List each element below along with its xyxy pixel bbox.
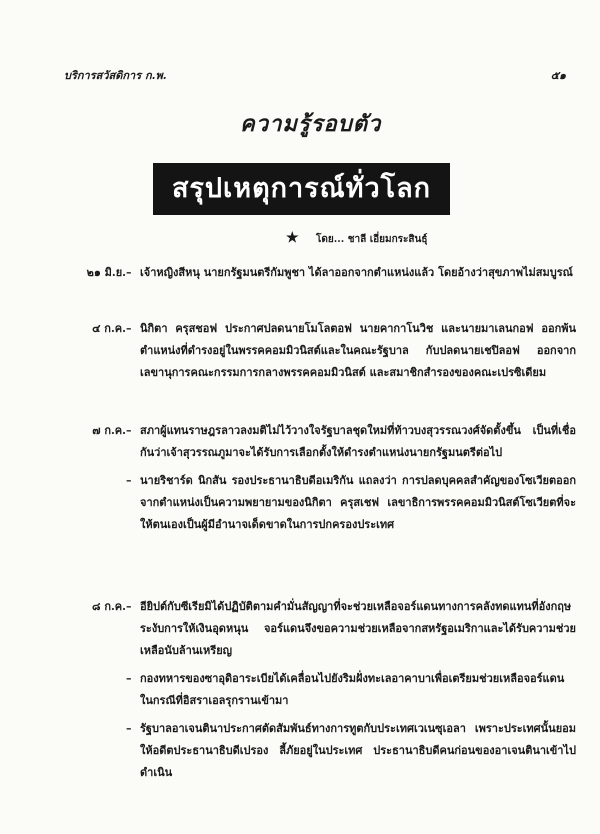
event-paragraph: [126, 420, 576, 464]
section-title: ความรู้รอบตัว: [240, 111, 382, 137]
event-paragraph: [126, 718, 576, 784]
bullet-dash: –: [126, 600, 132, 613]
event-paragraph: [126, 596, 576, 662]
bullet-dash: –: [126, 266, 132, 279]
event-text: นายริชาร์ด นิกสัน รองประธานาธิบดีอเมริกัน แถลงว่า การปลดบุคคลสำคัญของโซเวียตออกจากตำแหน่งเป็นความพยายามของนิกิตา ครุสเชฟ เลขาธิการพรรคคอมมิวนิสต์โซเวียตที่จะให้ตนเองเป็นผู้มีอำนาจเด็ดขาดในการปกครองประเทศ: [140, 474, 576, 531]
event-paragraph: [126, 470, 576, 536]
byline: [286, 230, 427, 247]
author-name: โดย... ชาลี เอี่ยมกระสินธุ์: [316, 234, 428, 245]
event-text: เจ้าหญิงสีหนุ นายกรัฐมนตรีกัมพูชา ได้ลาออกจากตำแหน่งแล้ว โดยอ้างว่าสุขภาพไม่สมบูรณ์: [140, 266, 573, 279]
event-text: สภาผู้แทนราษฎรลาวลงมติไม่ไว้วางใจรัฐบาลชุดใหม่ที่ท้าวบงสุวรรณวงศ์จัดตั้งขึ้น เป็นที่เชื่อกันว่าเจ้าสุวรรณภูมาจะได้รับการเลือกตั้งให้ดำรงตำแหน่งนายกรัฐมนตรีต่อไป: [140, 424, 576, 459]
article-title-banner: สรุปเหตุการณ์ทั่วโลก: [153, 163, 450, 215]
event-body: [126, 420, 576, 536]
bullet-dash: –: [126, 722, 132, 735]
event-paragraph: [126, 318, 576, 384]
event-paragraph: [126, 262, 576, 284]
bullet-dash: –: [126, 672, 132, 685]
event-text: รัฐบาลอาเจนตินาประกาศตัดสัมพันธ์ทางการทูตกับประเทศเวเนซุเอลา เพราะประเทศนั้นยอมให้อดีตประธานาธิบดีเปรอง ลี้ภัยอยู่ในประเทศ ประธานาธิบดีคนก่อนของอาเจนตินาเข้าไปดำเนิน: [140, 722, 576, 779]
event-text: นิกิตา ครุสชอฟ ประกาศปลดนายโมโลตอฟ นายคากาโนวิช และนายมาเลนกอฟ ออกพ้นตำแหน่งที่ดำรงอยู่ในพรรคคอมมิวนิสต์และในคณะรัฐบาล กับปลดนายเชปิลอฟ ออกจากเลขานุการคณะกรรมการกลางพรรคคอมมิวนิสต์ และสมาชิกสำรองของคณะเปรซิเดียม: [140, 322, 576, 379]
event-text: กองทหารของซาอุดิอาระเบียได้เคลื่อนไปยังริมฝั่งทะเลอาคาบาเพื่อเตรียมช่วยเหลือจอร์แดนในกรณีที่อิสราเอลรุกรานเข้ามา: [140, 672, 565, 707]
page-number: ๕๑: [550, 69, 566, 82]
event-date: ๒๑ มิ.ย.: [86, 266, 126, 279]
event-body: [126, 596, 576, 784]
event-date: ๔ ก.ค.: [92, 322, 126, 335]
page-header: [64, 66, 566, 86]
event-text: อียิปต์กับซีเรียมิได้ปฏิบัติตามคำมั่นสัญญาที่จะช่วยเหลือจอร์แดนทางการคลังทดแทนที่อังกฤษระงับการให้เงินอุดหนุน จอร์แดนจึงขอความช่วยเหลือจากสหรัฐอเมริกาและได้รับความช่วยเหลือนับล้านเหรียญ: [140, 600, 576, 657]
bullet-dash: –: [126, 424, 132, 437]
event-date: ๘ ก.ค.: [92, 600, 126, 613]
event-body: [126, 262, 576, 284]
bullet-dash: –: [126, 474, 132, 487]
event-date: ๗ ก.ค.: [92, 424, 126, 437]
event-paragraph: [126, 668, 576, 712]
publication-name: บริการสวัสดิการ ก.พ.: [64, 69, 167, 82]
event-body: [126, 318, 576, 384]
bullet-dash: –: [126, 322, 132, 335]
star-icon: ★: [286, 230, 299, 246]
